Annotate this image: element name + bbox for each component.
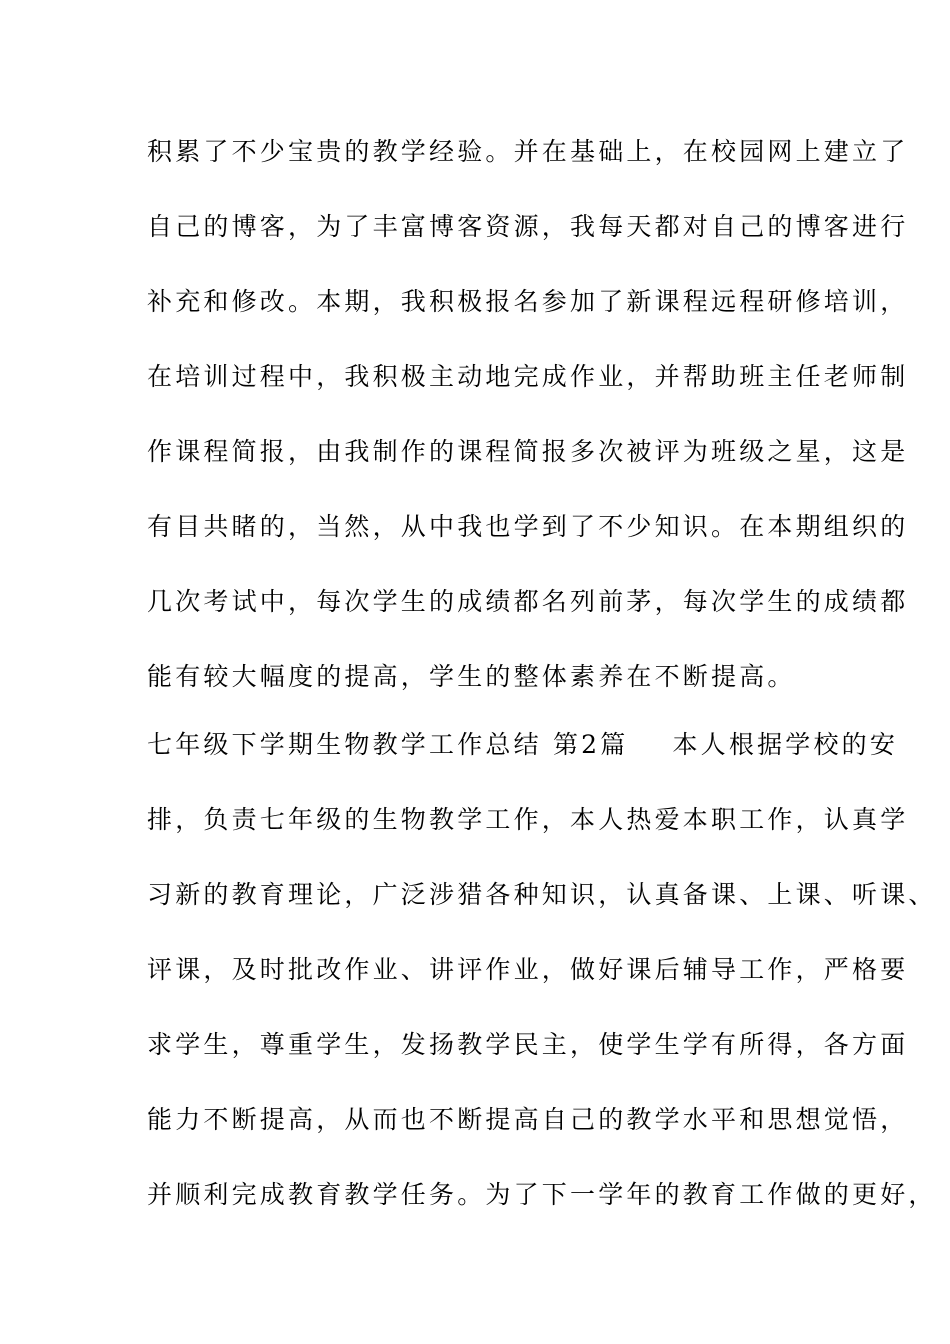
paragraph-line: 能力不断提高，从而也不断提高自己的教学水平和思想觉悟， xyxy=(147,1105,909,1134)
paragraph-line: 自己的博客，为了丰富博客资源，我每天都对自己的博客进行 xyxy=(147,212,909,241)
paragraph-line: 积累了不少宝贵的教学经验。并在基础上，在校园网上建立了 xyxy=(147,137,909,166)
paragraph-line: 在培训过程中，我积极主动地完成作业，并帮助班主任老师制 xyxy=(147,362,909,391)
paragraph-line: 求学生，尊重学生，发扬教学民主，使学生学有所得，各方面 xyxy=(147,1030,909,1059)
paragraph-line: 补充和修改。本期，我积极报名参加了新课程远程研修培训， xyxy=(147,287,909,316)
paragraph-line: 作课程简报，由我制作的课程简报多次被评为班级之星，这是 xyxy=(147,437,909,466)
paragraph-line: 评课，及时批改作业、讲评作业，做好课后辅导工作，严格要 xyxy=(147,955,909,984)
paragraph-line: 习新的教育理论，广泛涉猎各种知识，认真备课、上课、听课、 xyxy=(147,880,937,909)
section-heading: 七年级下学期生物教学工作总结 第2篇 xyxy=(147,730,629,759)
section-heading-line xyxy=(147,730,899,760)
paragraph-line: 能有较大幅度的提高，学生的整体素养在不断提高。 xyxy=(147,662,796,691)
paragraph-line: 并顺利完成教育教学任务。为了下一学年的教育工作做的更好， xyxy=(147,1180,937,1209)
paragraph-line: 有目共睹的，当然，从中我也学到了不少知识。在本期组织的 xyxy=(147,512,909,541)
paragraph-line: 几次考试中，每次学生的成绩都名列前茅，每次学生的成绩都 xyxy=(147,587,909,616)
paragraph-line: 排，负责七年级的生物教学工作，本人热爱本职工作，认真学 xyxy=(147,805,909,834)
section-first-line: 本人根据学校的安 xyxy=(672,730,899,759)
